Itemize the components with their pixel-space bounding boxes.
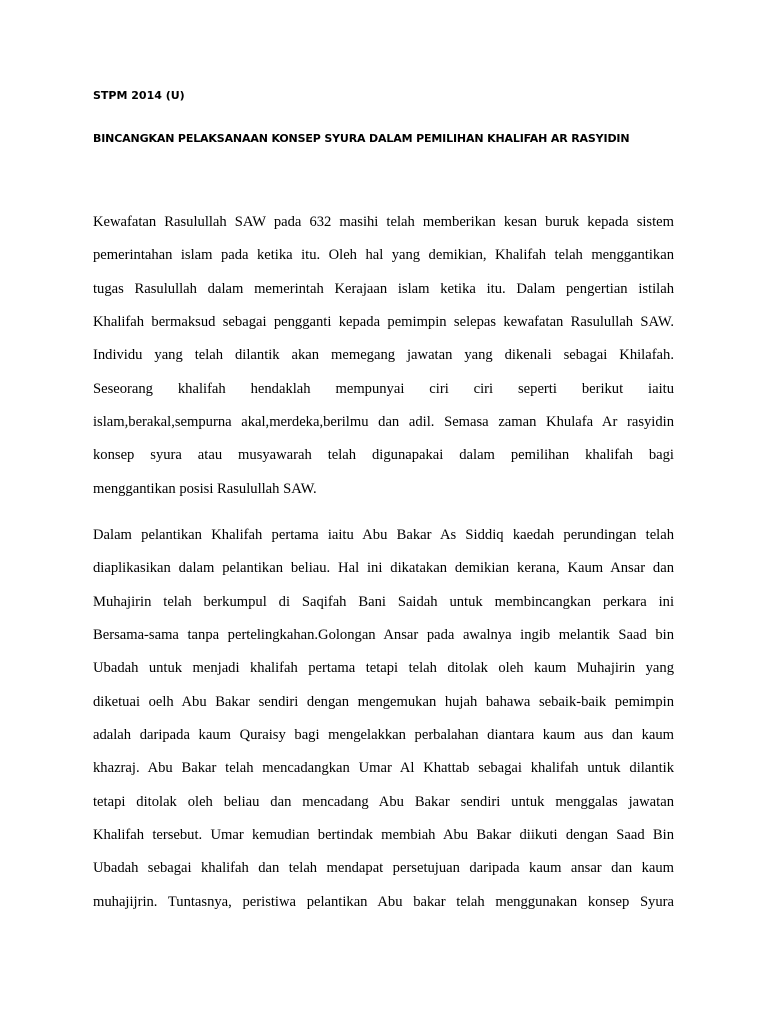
paragraph-line: islam,berakal,sempurna akal,merdeka,berilmu dan adil. Semasa zaman Khulafa Ar rasyidin	[93, 414, 674, 431]
paragraph-line: Dalam pelantikan Khalifah pertama iaitu Abu Bakar As Siddiq kaedah perundingan telah	[93, 527, 674, 543]
paragraph-line: tugas Rasulullah dalam memerintah Kerajaan islam ketika itu. Dalam pengertian istilah	[93, 280, 674, 297]
paragraph-1	[93, 212, 674, 512]
paragraph-line: Khalifah tersebut. Umar kemudian bertindak membiah Abu Bakar diikuti dengan Saad Bin	[93, 827, 674, 844]
paragraph-line: tetapi ditolak oleh beliau dan mencadang Abu Bakar sendiri untuk menggalas jawatan	[93, 793, 674, 810]
paragraph-line: khazraj. Abu Bakar telah mencadangkan Umar Al Khattab sebagai khalifah untuk dilantik	[93, 760, 674, 777]
paragraph-line: Ubadah untuk menjadi khalifah pertama tetapi telah ditolak oleh kaum Muhajirin yang	[93, 660, 674, 677]
paragraph-line: diketuai oelh Abu Bakar sendiri dengan mengemukan hujah bahawa sebaik-baik pemimpin	[93, 693, 674, 710]
document-title: BINCANGKAN PELAKSANAAN KONSEP SYURA DALAM PEMILIHAN KHALIFAH AR RASYIDIN	[93, 132, 630, 145]
paragraph-line: Ubadah sebagai khalifah dan telah mendapat persetujuan daripada kaum ansar dan kaum	[93, 860, 674, 877]
paragraph-line: Individu yang telah dilantik akan memegang jawatan yang dikenali sebagai Khilafah.	[93, 347, 674, 364]
paragraph-line: muhajijrin. Tuntasnya, peristiwa pelantikan Abu bakar telah menggunakan konsep Syura	[93, 893, 674, 910]
paragraph-line: Seseorang khalifah hendaklah mempunyai ciri ciri seperti berikut iaitu	[93, 380, 674, 397]
paragraph-line: menggantikan posisi Rasulullah SAW.	[93, 480, 317, 497]
document-code-heading: STPM 2014 (U)	[93, 89, 185, 102]
paragraph-line: Kewafatan Rasulullah SAW pada 632 masihi telah memberikan kesan buruk kepada sistem	[93, 214, 674, 230]
paragraph-line: konsep syura atau musyawarah telah digunapakai dalam pemilihan khalifah bagi	[93, 447, 674, 464]
paragraph-line: adalah daripada kaum Quraisy bagi mengelakkan perbalahan diantara kaum aus dan kaum	[93, 727, 674, 744]
paragraph-line: pemerintahan islam pada ketika itu. Oleh hal yang demikian, Khalifah telah menggantikan	[93, 247, 674, 264]
paragraph-line: Muhajirin telah berkumpul di Saqifah Bani Saidah untuk membincangkan perkara ini	[93, 593, 674, 610]
paragraph-line: Bersama-sama tanpa pertelingkahan.Golongan Ansar pada awalnya ingib melantik Saad bin	[93, 627, 674, 644]
paragraph-2	[93, 525, 674, 925]
paragraph-line: Khalifah bermaksud sebagai pengganti kepada pemimpin selepas kewafatan Rasulullah SAW.	[93, 314, 674, 331]
paragraph-line: diaplikasikan dalam pelantikan beliau. Hal ini dikatakan demikian kerana, Kaum Ansar dan	[93, 560, 674, 577]
